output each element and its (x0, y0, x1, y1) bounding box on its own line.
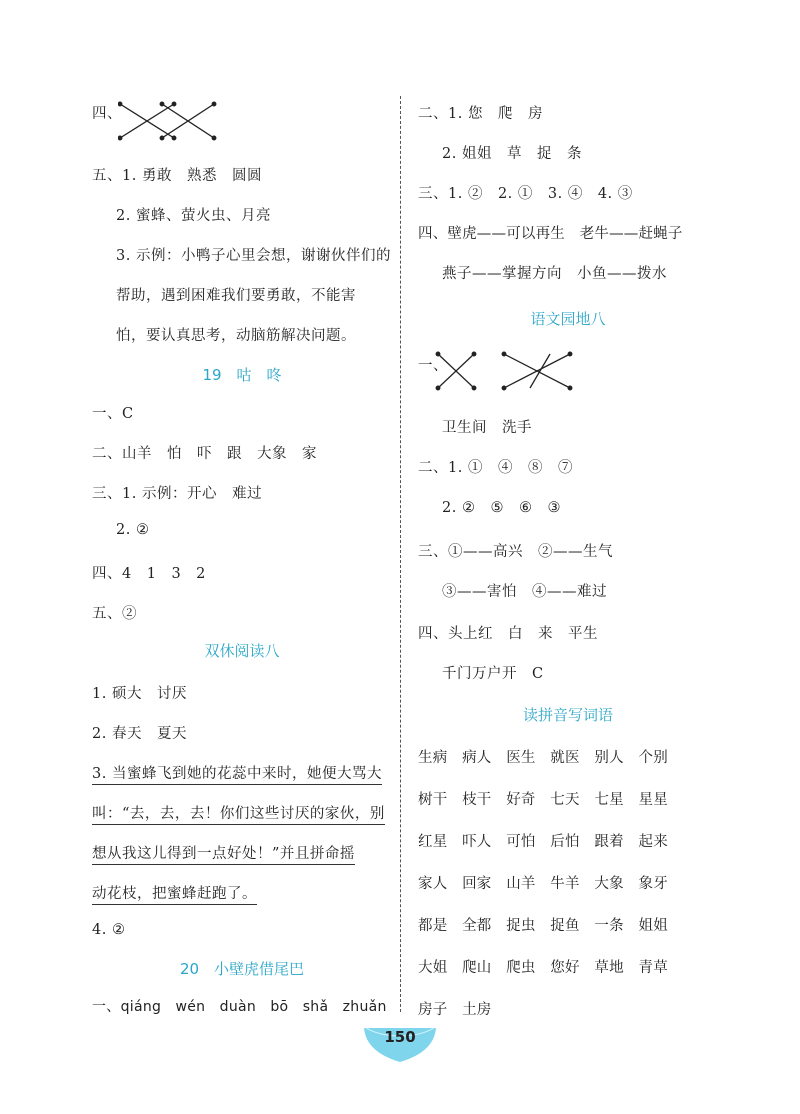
q5-3c: 怕，要认真思考，动脑筋解决问题。 (116, 328, 356, 344)
matching-lines-q4 (118, 98, 218, 142)
words-title: 读拼音写词语 (522, 706, 613, 724)
reading-3c (92, 842, 355, 863)
lesson20-title: 20 小壁虎借尾巴 (179, 960, 305, 978)
g2-2: 2. ② ⑤ ⑥ ③ (442, 500, 561, 516)
q5-1: 五、1. 勇敢 熟悉 圆圆 (92, 168, 262, 184)
page-number: 150 (384, 1028, 416, 1046)
l19-1: 一、C (92, 406, 134, 422)
words-row-5: 都是 全都 捉虫 捉鱼 一条 姐姐 (418, 918, 668, 934)
q4-label: 四、 (92, 106, 122, 122)
reading-4: 4. ② (92, 922, 126, 938)
reading-3c-text: 想从我这儿得到一点好处！”并且拼命摇 (92, 846, 355, 865)
page-number-badge (360, 1022, 440, 1066)
reading-3b-text: 叫：“去，去，去！你们这些讨厌的家伙，别 (92, 806, 385, 825)
q5-2: 2. 蜜蜂、萤火虫、月亮 (116, 208, 271, 224)
l19-3-2: 2. ② (116, 522, 150, 538)
g3b: ③——害怕 ④——难过 (442, 584, 607, 600)
a4b: 燕子——掌握方向 小鱼——拨水 (442, 266, 667, 282)
a2-1: 二、1. 您 爬 房 (418, 106, 543, 122)
l19-4: 四、4 1 3 2 (92, 566, 206, 582)
g1-label: 一、 (418, 358, 448, 374)
reading-3d-text: 动花枝，把蜜蜂赶跑了。 (92, 886, 257, 905)
words-row-3: 红星 吓人 可怕 后怕 跟着 起来 (418, 834, 668, 850)
g4b: 千门万户开 C (442, 666, 544, 682)
matching-lines-g1 (434, 348, 574, 392)
l19-5: 五、② (92, 606, 137, 622)
words-row-1: 生病 病人 医生 就医 别人 个别 (418, 750, 668, 766)
l20-1: 一、qiáng wén duàn bō shǎ zhuǎn (92, 999, 387, 1015)
reading-3d (92, 882, 257, 903)
q5-3b: 帮助，遇到困难我们要勇敢，不能害 (116, 288, 356, 304)
reading-title: 双休阅读八 (204, 642, 280, 660)
reading-3a-text: 3. 当蜜蜂飞到她的花蕊中来时，她便大骂大 (92, 766, 382, 785)
l19-3-1: 三、1. 示例：开心 难过 (92, 486, 262, 502)
g4a: 四、头上红 白 来 平生 (418, 626, 598, 642)
g1-words: 卫生间 洗手 (442, 420, 532, 436)
words-row-6: 大姐 爬山 爬虫 您好 草地 青草 (418, 960, 668, 976)
lesson19-title: 19 咕 咚 (202, 366, 282, 384)
words-row-2: 树干 枝干 好奇 七天 七星 星星 (418, 792, 668, 808)
l19-2: 二、山羊 怕 吓 跟 大象 家 (92, 446, 317, 462)
words-row-4: 家人 回家 山羊 牛羊 大象 象牙 (418, 876, 668, 892)
column-divider (400, 96, 401, 1012)
g2-1: 二、1. ① ④ ⑧ ⑦ (418, 460, 573, 476)
reading-3b (92, 802, 385, 823)
q5-3a: 3. 示例：小鸭子心里会想，谢谢伙伴们的 (116, 248, 391, 264)
garden-title: 语文园地八 (530, 310, 606, 328)
reading-3a (92, 762, 382, 783)
reading-1: 1. 硕大 讨厌 (92, 686, 187, 702)
a3: 三、1. ② 2. ① 3. ④ 4. ③ (418, 186, 633, 202)
a4a: 四、壁虎——可以再生 老牛——赶蝇子 (418, 226, 683, 242)
g3a: 三、①——高兴 ②——生气 (418, 544, 613, 560)
reading-2: 2. 春天 夏天 (92, 726, 187, 742)
words-row-7: 房子 土房 (418, 1002, 492, 1018)
a2-2: 2. 姐姐 草 捉 条 (442, 146, 582, 162)
